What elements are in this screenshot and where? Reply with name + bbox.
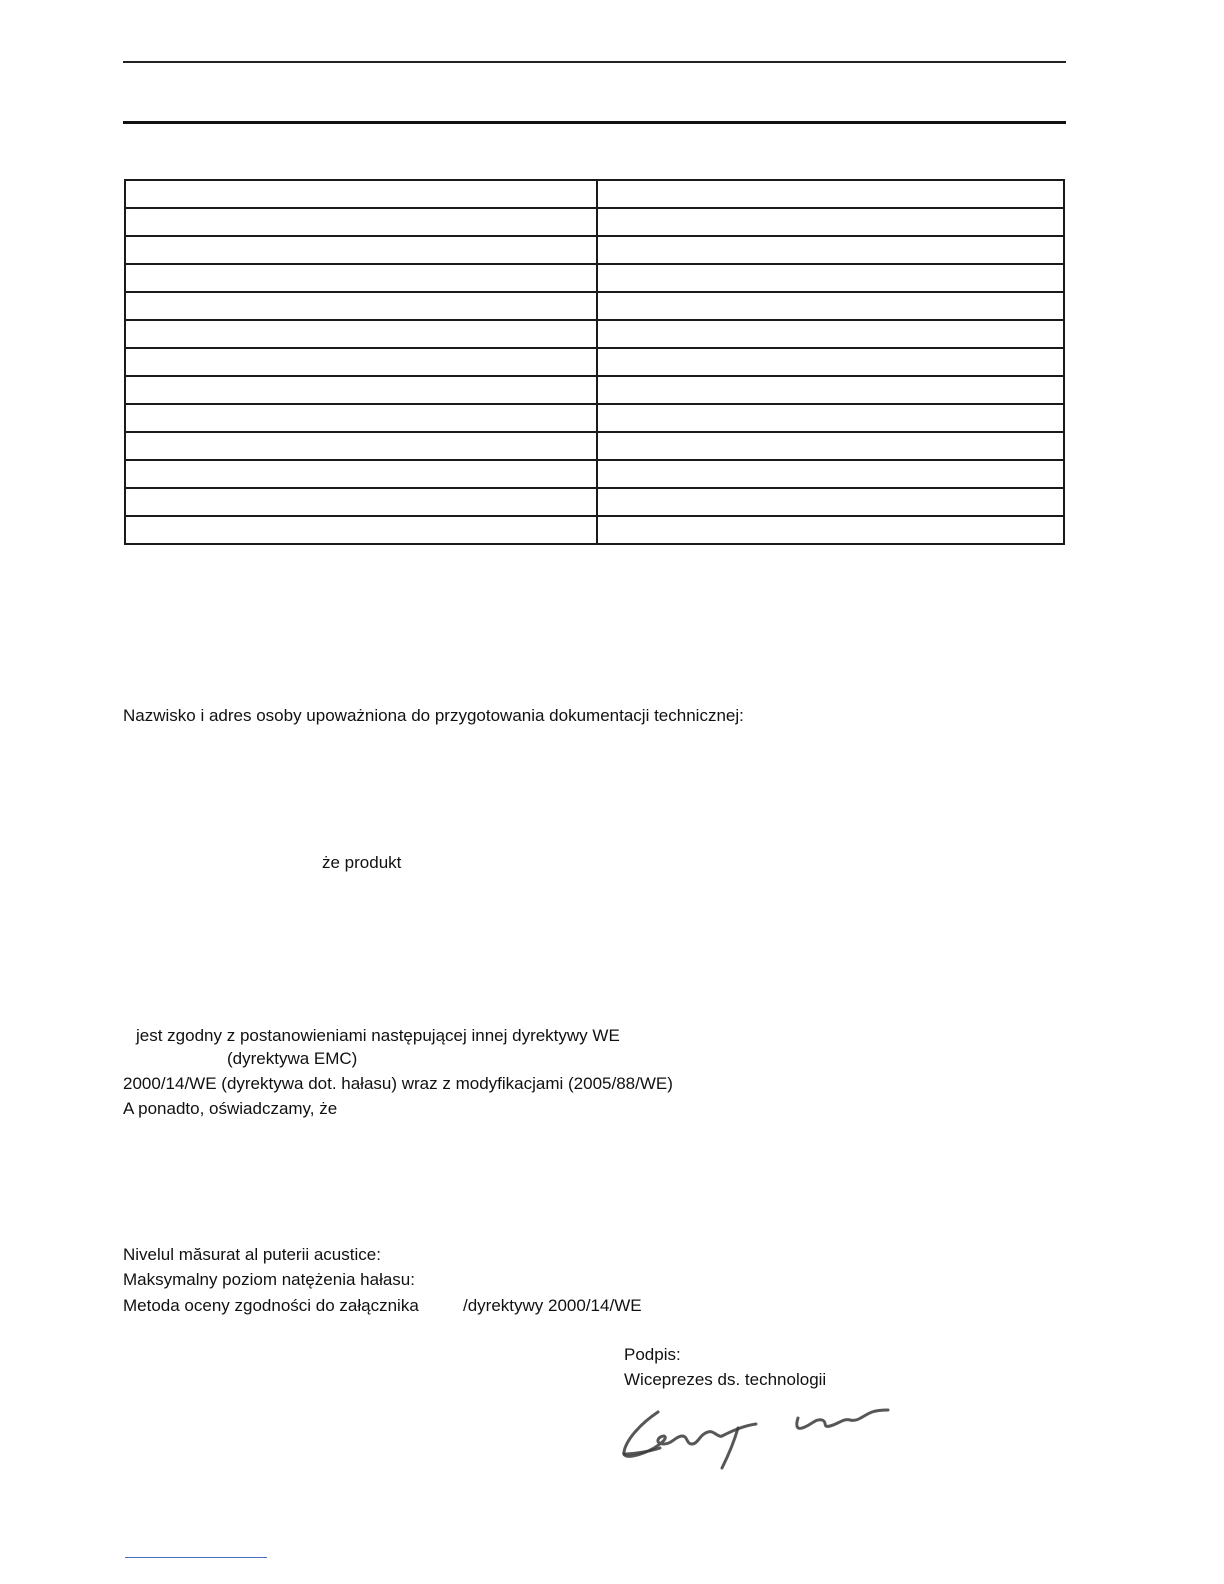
table-cell-value [597, 404, 1064, 432]
table-row [125, 264, 1064, 292]
product-spec-table [124, 179, 1065, 545]
table-row [125, 516, 1064, 544]
table-cell-value [597, 320, 1064, 348]
handwritten-signature [618, 1398, 898, 1476]
table-row [125, 404, 1064, 432]
table-row [125, 236, 1064, 264]
table-row [125, 432, 1064, 460]
table-cell-value [597, 180, 1064, 208]
table-row [125, 460, 1064, 488]
table-cell-label [125, 404, 597, 432]
table-cell-value [597, 236, 1064, 264]
emc-directive-text: (dyrektywa EMC) [227, 1049, 358, 1068]
table-row [125, 208, 1064, 236]
table-cell-label [125, 180, 597, 208]
table-row [125, 488, 1064, 516]
max-noise-level-label: Maksymalny poziom natężenia hałasu: [123, 1270, 415, 1289]
table-cell-value [597, 292, 1064, 320]
noise-directive-text: 2000/14/WE (dyrektywa dot. hałasu) wraz z modyfikacjami (2005/88/WE) [123, 1074, 673, 1093]
table-cell-label [125, 236, 597, 264]
signatory-title: Wiceprezes ds. technologii [624, 1370, 827, 1389]
header-rule-bottom [123, 121, 1066, 124]
footnote-separator [125, 1557, 267, 1558]
table-cell-value [597, 488, 1064, 516]
conformity-method-prefix: Metoda oceny zgodności do załącznika [123, 1296, 419, 1315]
table-cell-label [125, 516, 597, 544]
header-rule-top [123, 61, 1066, 63]
table-cell-label [125, 460, 597, 488]
table-cell-value [597, 432, 1064, 460]
table-row [125, 376, 1064, 404]
conformity-method-suffix: /dyrektywy 2000/14/WE [463, 1296, 642, 1315]
table-cell-label [125, 488, 597, 516]
signature-label: Podpis: [624, 1345, 681, 1364]
table-row [125, 320, 1064, 348]
directive-compliance-text: jest zgodny z postanowieniami następującej innej dyrektywy WE [136, 1026, 620, 1045]
table-row [125, 292, 1064, 320]
table-cell-label [125, 376, 597, 404]
table-cell-value [597, 208, 1064, 236]
table-cell-label [125, 320, 597, 348]
table-row [125, 348, 1064, 376]
table-cell-label [125, 432, 597, 460]
table-cell-value [597, 376, 1064, 404]
table-cell-label [125, 208, 597, 236]
table-cell-value [597, 348, 1064, 376]
table-cell-value [597, 460, 1064, 488]
table-cell-label [125, 264, 597, 292]
table-cell-value [597, 516, 1064, 544]
table-cell-label [125, 348, 597, 376]
further-declaration-text: A ponadto, oświadczamy, że [123, 1099, 338, 1118]
authorized-person-label: Nazwisko i adres osoby upoważniona do przygotowania dokumentacji technicznej: [123, 706, 744, 725]
measured-sound-power-label: Nivelul măsurat al puterii acustice: [123, 1245, 381, 1264]
product-declaration-text: że produkt [322, 853, 402, 872]
table-cell-label [125, 292, 597, 320]
table-cell-value [597, 264, 1064, 292]
table-row [125, 180, 1064, 208]
